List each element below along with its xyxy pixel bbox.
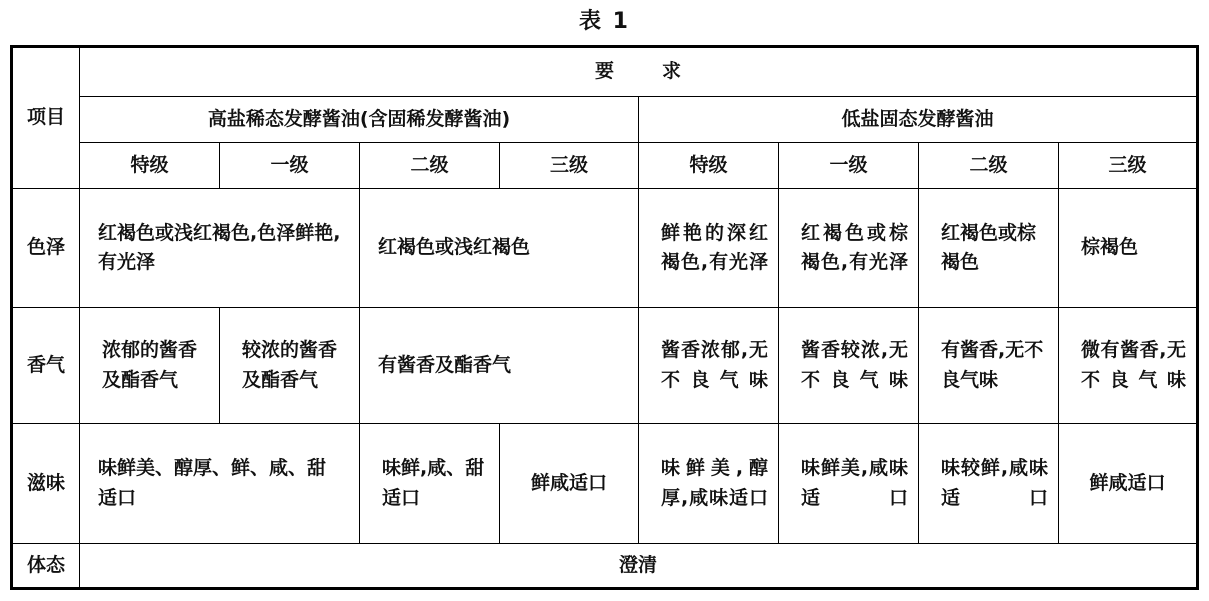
cell-color-ls-third: 棕褐色 [1059,189,1198,308]
cell-aroma-ls-special: 酱香浓郁,无不良气味 [639,308,779,424]
cell-color-ls-first: 红褐色或棕褐色,有光泽 [779,189,919,308]
grade-header: 特级 [639,143,779,189]
cell-taste-hs-second: 味鲜,咸、甜适口 [360,424,500,544]
grade-header: 三级 [500,143,639,189]
cell-taste-ls-first: 味鲜美,咸味适口 [779,424,919,544]
row-color [12,189,1198,308]
grade-header: 二级 [360,143,500,189]
cell-aroma-ls-third: 微有酱香,无不良气味 [1059,308,1198,424]
table-caption: 表 1 [579,9,630,34]
header-item: 项目 [12,47,80,189]
row-label-aroma: 香气 [12,308,80,424]
row-aroma [12,308,1198,424]
grade-header: 一级 [779,143,919,189]
cell-taste-ls-third: 鲜咸适口 [1059,424,1198,544]
row-taste [12,424,1198,544]
cell-aroma-hs-first: 较浓的酱香及酯香气 [220,308,360,424]
cell-aroma-hs-second-third: 有酱香及酯香气 [360,308,639,424]
grade-header: 特级 [80,143,220,189]
row-label-state: 体态 [12,544,80,589]
row-label-color: 色泽 [12,189,80,308]
header-requirement: 要求 [80,47,1198,97]
grade-header: 三级 [1059,143,1198,189]
header-row-grades [12,143,1198,189]
header-row-requirement [12,47,1198,97]
header-row-groups [12,97,1198,143]
soy-sauce-sensory-table [10,45,1199,590]
cell-color-ls-special: 鲜艳的深红褐色,有光泽 [639,189,779,308]
cell-aroma-ls-first: 酱香较浓,无不良气味 [779,308,919,424]
cell-taste-ls-special: 味鲜美,醇厚,咸味适口 [639,424,779,544]
cell-taste-ls-second: 味较鲜,咸味适口 [919,424,1059,544]
cell-color-ls-second: 红褐色或棕褐色 [919,189,1059,308]
grade-header: 二级 [919,143,1059,189]
grade-header: 一级 [220,143,360,189]
cell-color-hs-special-first: 红褐色或浅红褐色,色泽鲜艳,有光泽 [80,189,360,308]
cell-state-all: 澄清 [80,544,1198,589]
row-label-taste: 滋味 [12,424,80,544]
cell-taste-hs-third: 鲜咸适口 [500,424,639,544]
cell-color-hs-second-third: 红褐色或浅红褐色 [360,189,639,308]
row-state [12,544,1198,589]
cell-aroma-hs-special: 浓郁的酱香及酯香气 [80,308,220,424]
cell-aroma-ls-second: 有酱香,无不良气味 [919,308,1059,424]
header-group-high-salt: 高盐稀态发酵酱油(含固稀发酵酱油) [80,97,639,143]
header-group-low-salt: 低盐固态发酵酱油 [639,97,1198,143]
cell-taste-hs-special-first: 味鲜美、醇厚、鲜、咸、甜适口 [80,424,360,544]
